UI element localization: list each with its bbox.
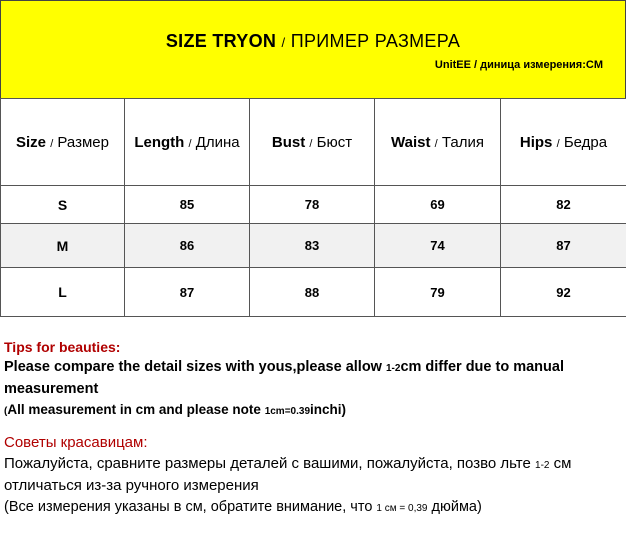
length-cell: 86 <box>125 224 250 268</box>
table-header-row <box>1 99 626 186</box>
banner-title-ru: ПРИМЕР РАЗМЕРА <box>290 31 461 51</box>
tips-sub-ru-conversion: 1 см = 0,39 <box>376 503 428 514</box>
tips-body-ru-text-end: см отличаться из-за ручного измерения <box>4 455 572 494</box>
tips-body-ru <box>4 454 624 496</box>
waist-cell: 69 <box>375 186 501 224</box>
header-bust-ru: Бюст <box>316 133 353 151</box>
tips-sub-en-text: All measurement in cm and please note <box>7 402 265 417</box>
size-cell: L <box>1 268 125 317</box>
table-row <box>1 224 626 268</box>
header-length <box>125 99 250 186</box>
hips-cell: 82 <box>501 186 626 224</box>
header-waist <box>375 99 501 186</box>
header-separator: / <box>309 137 313 150</box>
size-tryon-banner <box>0 0 626 100</box>
header-separator: / <box>188 137 192 150</box>
tips-sub-en-conversion: 1cm=0.39 <box>264 406 311 417</box>
unit-label: UnitEE / диница измерения:CM <box>434 59 603 71</box>
header-bust <box>250 99 375 186</box>
tips-body-en-text-end: cm differ due to manual measurement <box>4 359 564 397</box>
tips-body-en-text: Please compare the detail sizes with yous,please allow <box>4 359 386 375</box>
header-length-ru: Длина <box>195 133 240 151</box>
tips-sub-en-paren: ( <box>4 406 8 417</box>
banner-title <box>1 31 625 52</box>
header-separator: / <box>556 137 560 150</box>
size-cell: M <box>1 224 125 268</box>
notes-section <box>4 337 624 520</box>
header-waist-en: Waist <box>391 133 431 151</box>
tips-measurement-note-ru <box>4 496 624 520</box>
length-cell: 85 <box>125 186 250 224</box>
header-hips <box>501 99 626 186</box>
header-hips-ru: Бедра <box>563 133 608 151</box>
hips-cell: 87 <box>501 224 626 268</box>
tips-body-ru-range: 1-2 <box>535 460 550 471</box>
table-row <box>1 186 626 224</box>
header-size-en: Size <box>16 133 47 151</box>
bust-cell: 83 <box>250 224 375 268</box>
tips-measurement-note-en <box>4 399 624 423</box>
banner-title-separator: / <box>281 35 286 50</box>
banner-title-en: SIZE TRYON <box>165 31 277 51</box>
header-separator: / <box>434 137 438 150</box>
header-size-ru: Размер <box>57 133 109 151</box>
tips-sub-ru-text: (Все измерения указаны в см, обратите внимание, что <box>4 499 377 515</box>
tips-body-ru-text: Пожалуйста, сравните размеры деталей с вашими, пожалуйста, позво льте <box>4 455 536 472</box>
length-cell: 87 <box>125 268 250 317</box>
hips-cell: 92 <box>501 268 626 317</box>
table-row <box>1 268 626 317</box>
size-table <box>0 98 626 317</box>
tips-body-en <box>4 357 624 399</box>
tips-sub-en-text-end: inchi) <box>310 402 347 417</box>
header-bust-en: Bust <box>271 133 306 151</box>
header-waist-ru: Талия <box>441 133 484 151</box>
header-length-en: Length <box>134 133 185 151</box>
waist-cell: 79 <box>375 268 501 317</box>
tips-title-ru: Советы красавицам: <box>4 434 148 451</box>
bust-cell: 78 <box>250 186 375 224</box>
size-cell: S <box>1 186 125 224</box>
tips-body-en-range: 1-2 <box>385 363 401 374</box>
tips-sub-ru-text-end: дюйма) <box>427 499 482 515</box>
waist-cell: 74 <box>375 224 501 268</box>
bust-cell: 88 <box>250 268 375 317</box>
header-size <box>1 99 125 186</box>
tips-title-en: Tips for beauties: <box>4 339 121 355</box>
header-hips-en: Hips <box>519 133 553 151</box>
header-separator: / <box>50 137 54 150</box>
